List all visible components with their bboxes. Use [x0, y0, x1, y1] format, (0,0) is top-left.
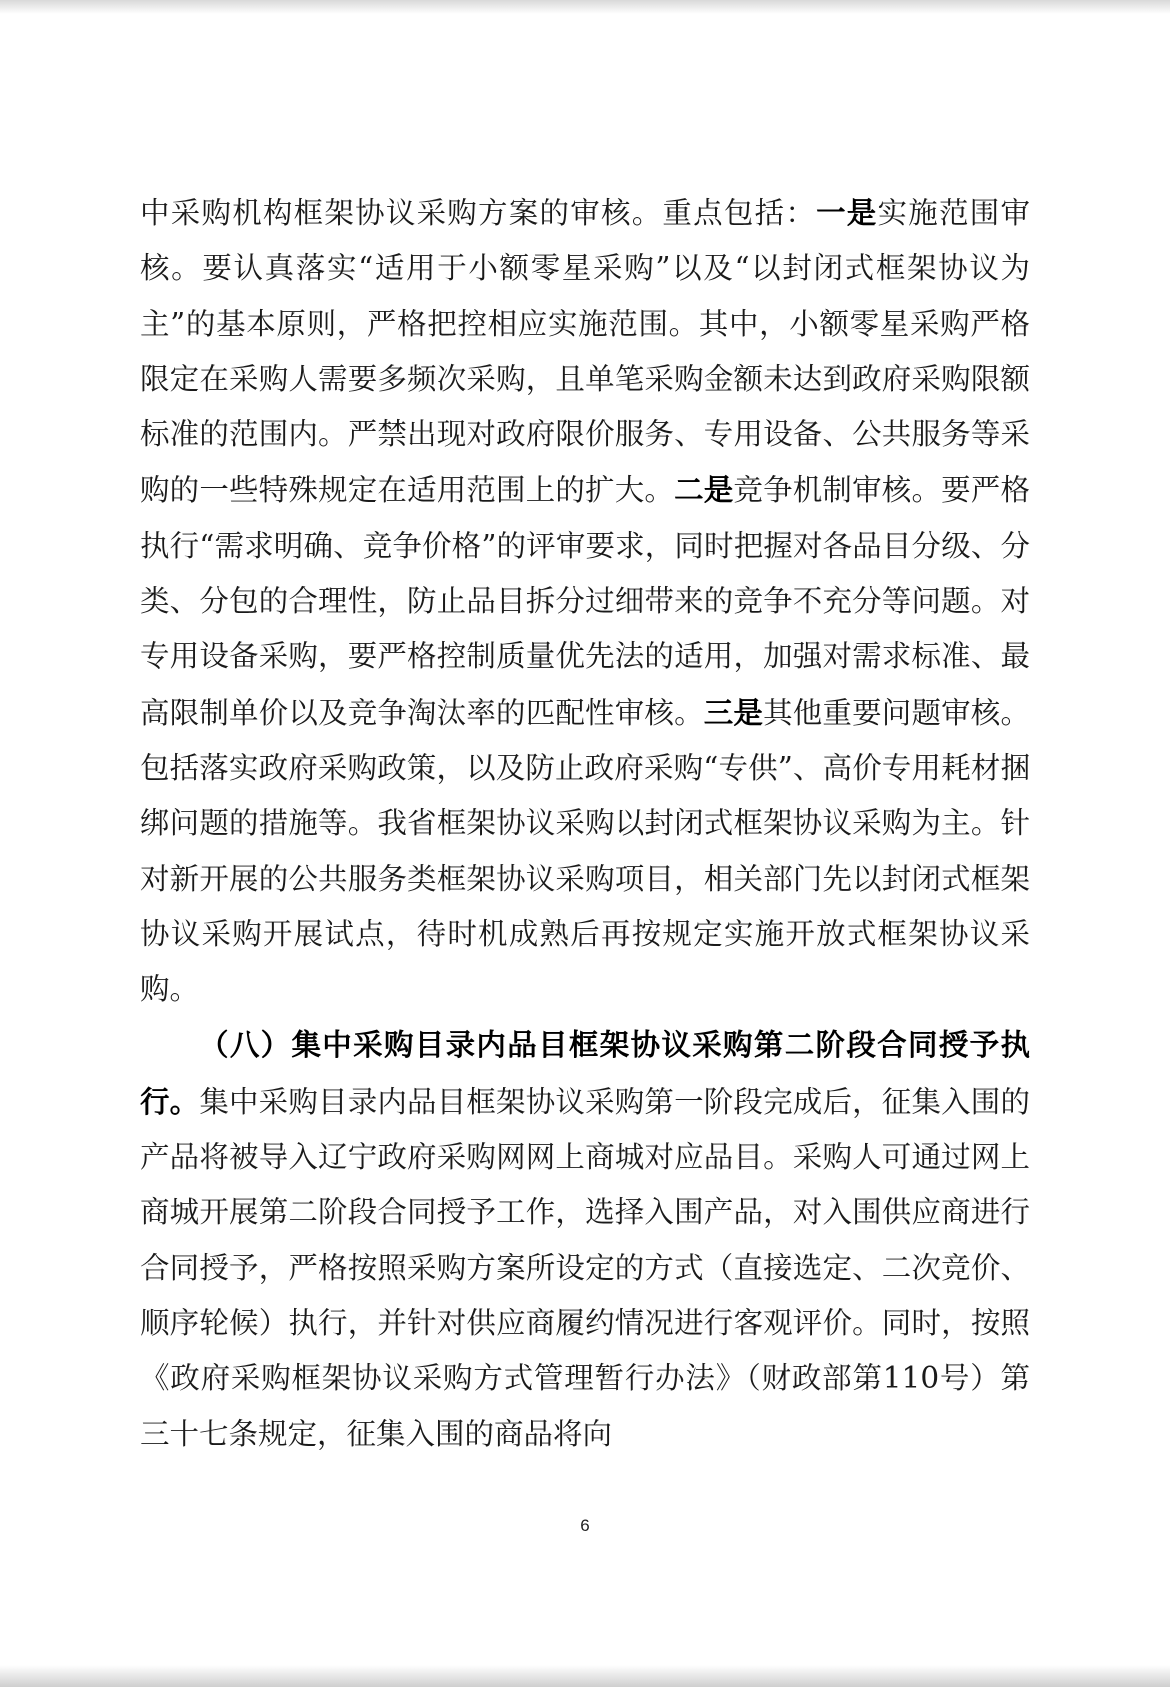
section-heading-8: （八）集中采购目录内品目框架协议采购第二阶段合同授予执行。 [140, 1027, 1030, 1119]
text-run: 其他重要问题审核。包括落实政府采购政策，以及防止政府采购“专供”、高价专用耗材捆绑问题的措施等。我省框架协议采购以封闭式框架协议采购为主。针对新开展的公共服务类框架协议采购项目，相关部门先以封闭式框架协议采购开展试点，待时机成熟后再按规定实施开放式框架协议采购。 [140, 695, 1030, 1007]
text-run: 竞争机制审核。要严格执行“需求明确、竞争价格”的评审要求，同时把握对各品目分级、分类、分包的合理性，防止品目拆分过细带来的竞争不充分等问题。对专用设备采购，要严格控制质量优先法的适用，加强对需求标准、最高限制单价以及竞争淘汰率的匹配性审核。 [140, 473, 1030, 730]
body-text [140, 185, 1030, 1462]
paragraph-1 [140, 185, 1030, 1017]
bold-run-yishi: 一是 [816, 195, 878, 230]
page-number: 6 [580, 1516, 590, 1535]
bold-run-sanshi: 三是 [703, 694, 764, 730]
bold-run-ershi: 二是 [674, 472, 734, 508]
text-run: 集中采购目录内品目框架协议采购第一阶段完成后，征集入围的产品将被导入辽宁政府采购网网上商城对应品目。采购人可通过网上商城开展第二阶段合同授予工作，选择入围产品，对入围供应商进行合同授予，严格按照采购方案所设定的方式（直接选定、二次竞价、顺序轮候）执行，并针对供应商履约情况进行客观评价。同时，按照《政府采购框架协议采购方式管理暂行办法》（财政部第110号）第三十七条规定，征集入围的商品将向 [140, 1084, 1030, 1451]
text-run: 中采购机构框架协议采购方案的审核。重点包括： [140, 196, 817, 230]
page-top-edge [0, 0, 1170, 14]
page-bottom-edge [0, 1665, 1170, 1687]
paragraph-2 [140, 1017, 1030, 1461]
text-run: 实施范围审核。要认真落实“适用于小额零星采购”以及“以封闭式框架协议为主”的基本原则，严格把控相应实施范围。其中，小额零星采购严格限定在采购人需要多频次采购，且单笔采购金额未达到政府采购限额标准的范围内。严禁出现对政府限价服务、专用设备、公共服务等采购的一些特殊规定在适用范围上的扩大。 [140, 196, 1030, 508]
